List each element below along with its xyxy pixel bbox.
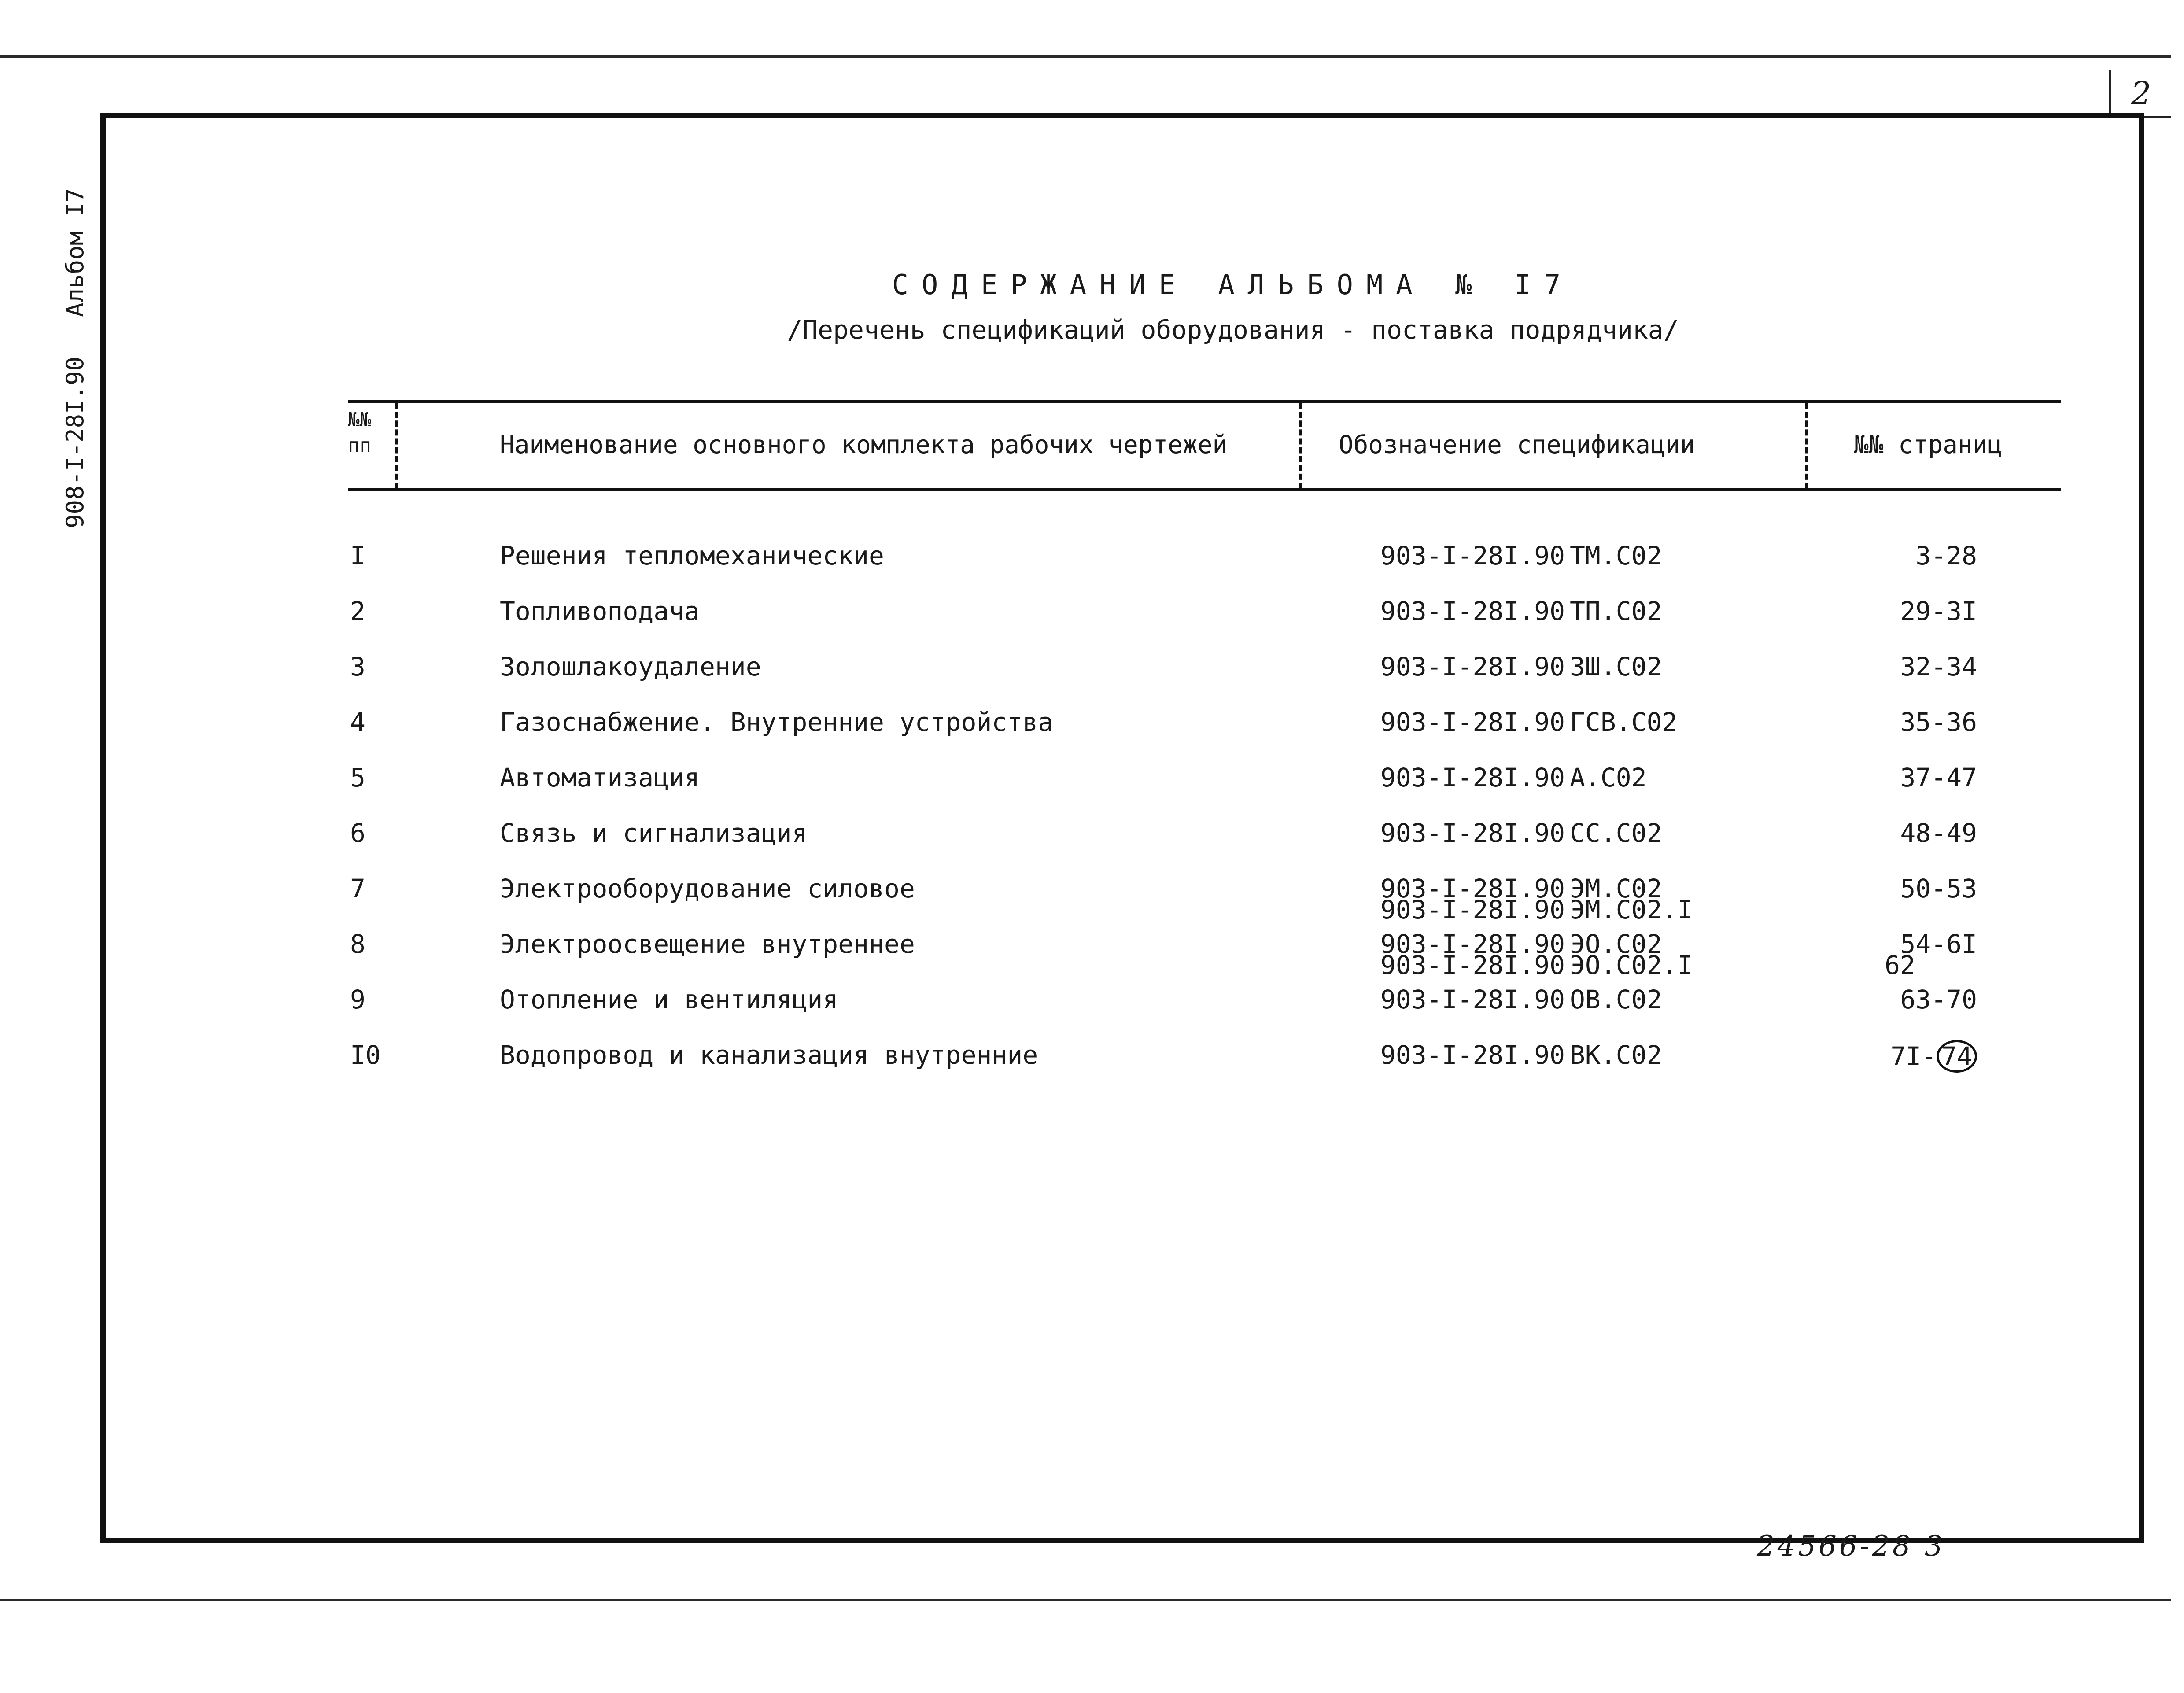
row-pages: 32-34 [1900,652,1977,682]
table-top-rule [348,400,2061,403]
row-pages: 37-47 [1900,763,1977,793]
table-row [0,596,2184,652]
row-pages: 54-6I [1900,929,1977,959]
sheet-bottom-edge [0,1599,2171,1601]
row-name: Золошлакоудаление [500,652,761,682]
footer-code: 24566-28 3 [1757,1530,1945,1563]
row-mark-2: ЭМ.С02.I [1570,895,1693,925]
row-code: 903-I-28I.90 [1380,707,1565,737]
row-code-2: 903-I-28I.90 [1380,950,1565,980]
row-mark: ТП.С02 [1570,596,1662,626]
row-code: 903-I-28I.90 [1380,763,1565,793]
row-code-2: 903-I-28I.90 [1380,895,1565,925]
table-row [0,763,2184,818]
row-num: 2 [350,596,365,626]
table-row [0,818,2184,874]
row-code: 903-I-28I.90 [1380,929,1565,959]
row-num: 3 [350,652,365,682]
row-num: 6 [350,818,365,848]
row-num: I0 [350,1040,381,1070]
row-num: 9 [350,985,365,1014]
row-name: Электрооборудование силовое [500,874,915,904]
row-mark: ТМ.С02 [1570,541,1662,571]
table-separator-2 [1299,403,1302,489]
row-mark: ОВ.С02 [1570,985,1662,1014]
row-mark: ЗШ.С02 [1570,652,1662,682]
row-pages: 3-28 [1915,541,1977,571]
header-pages: №№ страниц [1854,431,2003,459]
table-row [0,985,2184,1040]
row-code: 903-I-28I.90 [1380,541,1565,571]
row-name: Решения тепломеханические [500,541,884,571]
table-row [0,707,2184,763]
side-label [57,132,92,528]
page-title: СОДЕРЖАНИЕ АЛЬБОМА № I7 [892,269,1574,301]
table-separator-3 [1805,403,1808,489]
header-num: №№ пп [348,409,371,457]
row-mark: ВК.С02 [1570,1040,1662,1070]
row-code: 903-I-28I.90 [1380,652,1565,682]
row-mark: А.С02 [1570,763,1647,793]
row-name: Топливоподача [500,596,700,626]
header-name: Наименование основного комплекта рабочих чертежей [500,431,1228,459]
row-name: Водопровод и канализация внутренние [500,1040,1038,1070]
sheet-top-edge [0,55,2171,58]
side-label-album: Альбом I7 [61,188,89,317]
table-separator-1 [395,403,398,489]
page-number-box [2109,70,2171,118]
row-pages: 29-3I [1900,596,1977,626]
table-row [0,652,2184,707]
row-pages: 35-36 [1900,707,1977,737]
row-code: 903-I-28I.90 [1380,818,1565,848]
row-pages: 63-70 [1900,985,1977,1014]
row-num: I [350,541,365,571]
row-num: 5 [350,763,365,793]
row-pages [1854,1040,1977,1073]
row-name: Отопление и вентиляция [500,985,838,1014]
table-row [0,541,2184,596]
row-num: 8 [350,929,365,959]
header-code: Обозначение спецификации [1339,431,1695,459]
row-mark: ЭО.С02 [1570,929,1662,959]
row-mark-2: ЭО.С02.I [1570,950,1693,980]
row-code: 903-I-28I.90 [1380,874,1565,904]
table-row [0,874,2184,929]
row-pages: 48-49 [1900,818,1977,848]
side-label-code: 908-I-28I.90 [61,356,89,528]
table-row [0,929,2184,985]
row-num: 7 [350,874,365,904]
row-pages-circled: 74 [1937,1040,1977,1073]
page-subtitle: /Перечень спецификаций оборудования - поставка подрядчика/ [787,315,1679,345]
row-num: 4 [350,707,365,737]
row-mark: ЭМ.С02 [1570,874,1662,904]
row-name: Газоснабжение. Внутренние устройства [500,707,1054,737]
table-row [0,1040,2184,1095]
row-name: Электроосвещение внутреннее [500,929,915,959]
row-name: Автоматизация [500,763,700,793]
page-number: 2 [2131,74,2151,112]
row-mark: СС.С02 [1570,818,1662,848]
row-mark: ГСВ.С02 [1570,707,1678,737]
row-pages: 50-53 [1900,874,1977,904]
row-code: 903-I-28I.90 [1380,596,1565,626]
row-pages-2: 62 [1885,950,1915,980]
table-header-rule [348,488,2061,491]
row-code: 903-I-28I.90 [1380,1040,1565,1070]
row-pages-prefix: 7I- [1890,1041,1937,1071]
row-code: 903-I-28I.90 [1380,985,1565,1014]
row-name: Связь и сигнализация [500,818,808,848]
